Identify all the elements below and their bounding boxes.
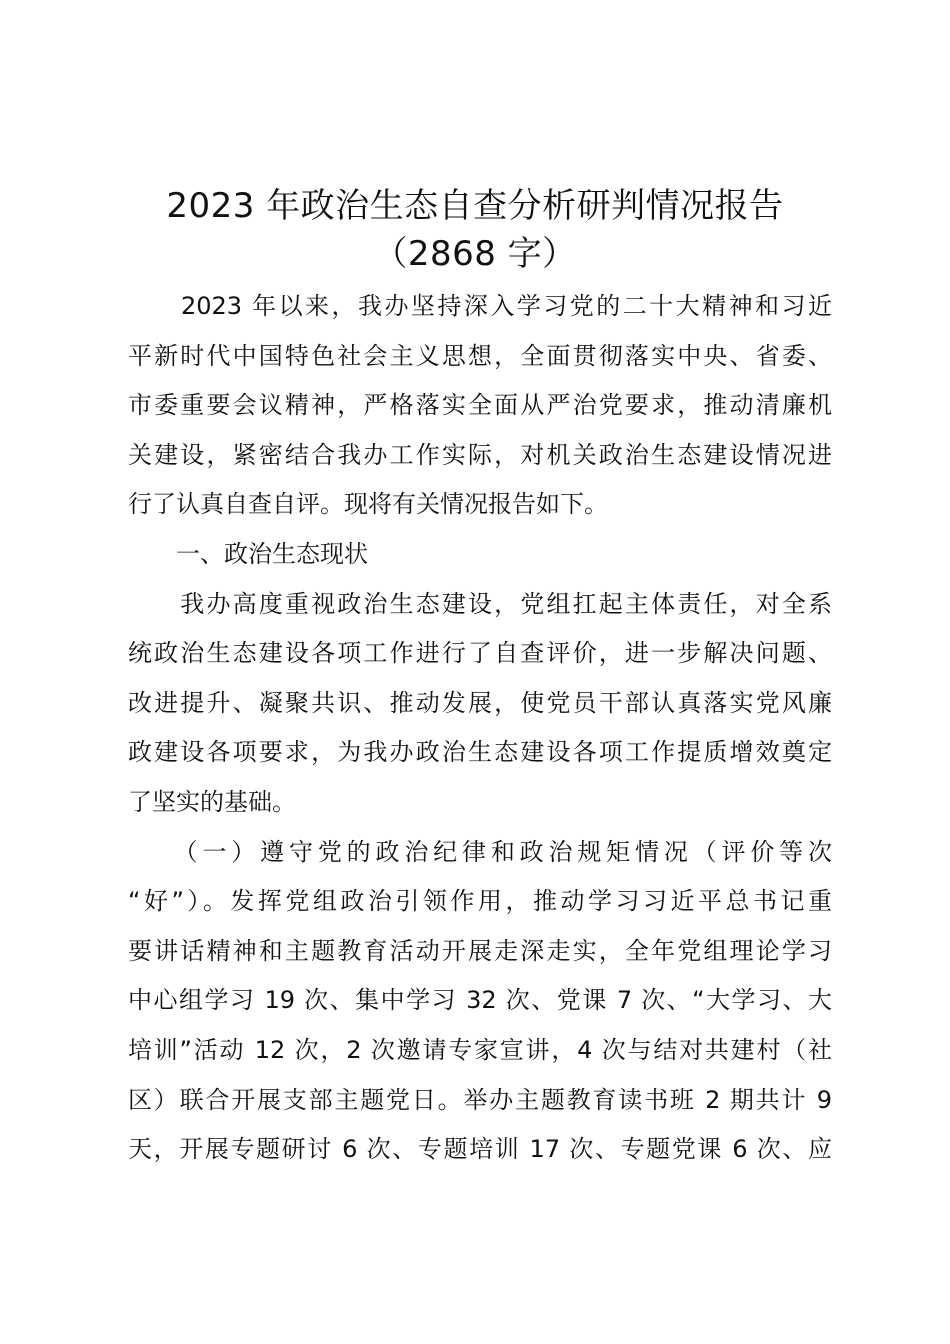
body-line: 市委重要会议精神，严格落实全面从严治党要求，推动清廉机 <box>128 391 832 420</box>
subsection-heading-line: （一）遵守党的政治纪律和政治规矩情况（评价等次 <box>128 837 832 866</box>
body-line: 改进提升、凝聚共识、推动发展，使党员干部认真落实党风廉 <box>128 688 832 717</box>
body-line: 我办高度重视政治生态建设，党组扛起主体责任，对全系 <box>128 589 832 618</box>
body-line: 区）联合开展支部主题党日。举办主题教育读书班 2 期共计 9 <box>128 1085 832 1114</box>
body-line: 统政治生态建设各项工作进行了自查评价，进一步解决问题、 <box>128 639 832 668</box>
body-line: “好”）。发挥党组政治引领作用，推动学习习近平总书记重 <box>128 887 832 916</box>
section-heading: 一、政治生态现状 <box>128 539 368 568</box>
body-line: 培训”活动 12 次，2 次邀请专家宣讲，4 次与结对共建村（社 <box>128 1035 832 1064</box>
document-title: 2023 年政治生态自查分析研判情况报告 <box>166 186 784 226</box>
body-line: 中心组学习 19 次、集中学习 32 次、党课 7 次、“大学习、大 <box>128 986 832 1015</box>
body-line: 关建设，紧密结合我办工作实际，对机关政治生态建设情况进 <box>128 440 832 469</box>
body-line: 天，开展专题研讨 6 次、专题培训 17 次、专题党课 6 次、应 <box>128 1135 832 1164</box>
body-line: 平新时代中国特色社会主义思想，全面贯彻落实中央、省委、 <box>128 341 832 370</box>
body-line: 2023 年以来，我办坚持深入学习党的二十大精神和习近 <box>128 292 832 320</box>
body-line: 行了认真自查自评。现将有关情况报告如下。 <box>128 490 608 519</box>
body-line: 了坚实的基础。 <box>128 787 296 816</box>
document-subtitle-word-count: （2868 字） <box>373 234 577 274</box>
body-line: 政建设各项要求，为我办政治生态建设各项工作提质增效奠定 <box>128 738 832 767</box>
body-line: 要讲话精神和主题教育活动开展走深走实，全年党组理论学习 <box>128 936 832 965</box>
document-body <box>128 282 832 1175</box>
